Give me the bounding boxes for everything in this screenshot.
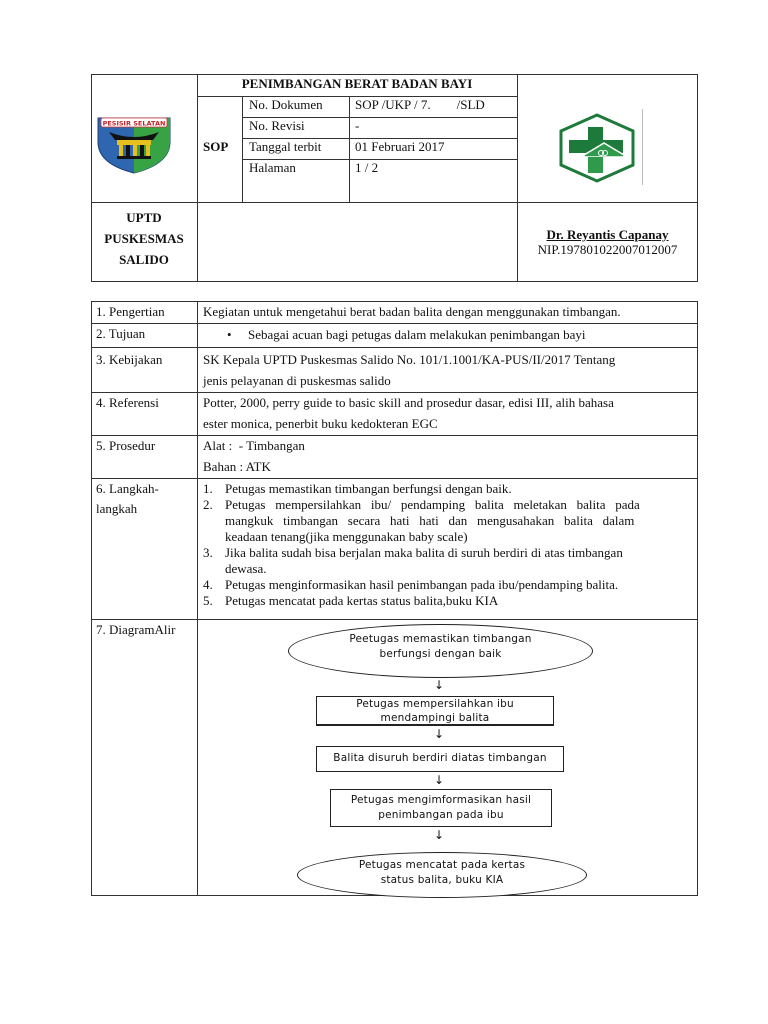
langkah-label-line2: langkah: [96, 501, 138, 516]
logo-separator: [642, 109, 643, 185]
pengertian-text: Kegiatan untuk mengetahui berat badan balita dengan menggunakan timbangan.: [203, 304, 621, 319]
divider: [197, 74, 198, 282]
institution-line3: SALIDO: [119, 252, 169, 267]
document-title: PENIMBANGAN BERAT BADAN BAYI: [241, 76, 473, 91]
divider: [91, 478, 698, 479]
no-revisi-value: -: [355, 118, 360, 133]
flow-node-1-line2: berfungsi dengan baik: [379, 648, 502, 660]
step-number: 1.: [203, 481, 213, 496]
tanggal-terbit-label: Tanggal terbit: [249, 139, 322, 154]
no-dokumen-label: No. Dokumen: [249, 97, 323, 112]
institution-line1: UPTD: [126, 210, 162, 225]
sop-label: SOP: [203, 139, 229, 154]
divider: [197, 301, 198, 896]
flow-node-4-text: [330, 793, 552, 823]
divider: [91, 323, 698, 324]
kebijakan-line2: jenis pelayanan di puskesmas salido: [203, 373, 391, 388]
kebijakan-label: 3. Kebijakan: [96, 352, 163, 367]
bullet-icon: •: [227, 327, 232, 342]
step-number: 2.: [203, 497, 213, 512]
no-revisi-label: No. Revisi: [249, 118, 305, 133]
divider: [91, 347, 698, 348]
referensi-line2: ester monica, penerbit buku kedokteran EGC: [203, 416, 438, 431]
langkah-label-line1: 6. Langkah-: [96, 481, 159, 496]
arrow-down-icon: ↓: [434, 773, 445, 787]
no-dokumen-value: SOP /UKP / 7. /SLD: [355, 97, 485, 112]
arrow-down-icon: ↓: [434, 828, 445, 842]
flow-node-3-text: Balita disuruh berdiri diatas timbangan: [333, 752, 547, 764]
divider: [91, 619, 698, 620]
arrow-down-icon: ↓: [434, 678, 445, 692]
step-number: 5.: [203, 593, 213, 608]
puskesmas-cross-hexagon-icon: [557, 113, 637, 183]
referensi-label: 4. Referensi: [96, 395, 159, 410]
step-3-line1: Jika balita sudah bisa berjalan maka balita di suruh berdiri di atas timbangan: [225, 545, 623, 560]
tujuan-text: Sebagai acuan bagi petugas dalam melakukan penimbangan bayi: [248, 327, 586, 342]
svg-text:PESISIR SELATAN: PESISIR SELATAN: [102, 119, 166, 128]
divider: [91, 435, 698, 436]
flow-node-4-line2: penimbangan pada ibu: [378, 809, 504, 821]
divider: [349, 96, 350, 202]
institution-line2: PUSKESMAS: [104, 231, 184, 246]
flow-node-2-line1: Petugas mempersilahkan ibu: [356, 698, 514, 710]
prosedur-alat: Alat : - Timbangan: [203, 438, 305, 453]
flow-node-1-text: [288, 632, 593, 662]
flow-node-4-line1: Petugas mengimformasikan hasil: [350, 794, 532, 806]
step-2-line1: Petugas mempersilahkan ibu/ pendamping balita meletakan balita pada: [225, 497, 640, 512]
prosedur-label: 5. Prosedur: [96, 438, 156, 453]
step-2-line2: mangkuk timbangan secara hati hati dan mengusahakan balita dalam: [225, 513, 635, 528]
step-3-line2: dewasa.: [225, 561, 267, 576]
flow-node-5-text: [297, 858, 587, 888]
step-5-line1: Petugas mencatat pada kertas status balita,buku KIA: [225, 593, 499, 608]
prosedur-bahan: Bahan : ATK: [203, 459, 271, 474]
step-1-line1: Petugas memastikan timbangan berfungsi dengan baik.: [225, 481, 512, 496]
flow-node-5-line1: Petugas mencatat pada kertas: [358, 859, 526, 871]
signatory-nip: NIP.197801022007012007: [537, 242, 678, 257]
tujuan-label: 2. Tujuan: [96, 326, 146, 341]
tanggal-terbit-value: 01 Februari 2017: [355, 139, 445, 154]
flow-node-5-line2: status balita, buku KIA: [380, 874, 504, 886]
referensi-line1: Potter, 2000, perry guide to basic skill and prosedur dasar, edisi III, alih bahasa: [203, 395, 614, 410]
step-4-line1: Petugas menginformasikan hasil penimbangan pada ibu/pendamping balita.: [225, 577, 619, 592]
pesisir-selatan-emblem-icon: [95, 112, 173, 174]
signatory-name: Dr. Reyantis Capanay: [546, 227, 669, 242]
flow-node-2-text: [316, 697, 554, 725]
step-number: 4.: [203, 577, 213, 592]
pengertian-label: 1. Pengertian: [96, 304, 165, 319]
step-2-line3: keadaan tenang(jika menggunakan baby scale): [225, 529, 468, 544]
halaman-label: Halaman: [249, 160, 296, 175]
arrow-down-icon: ↓: [434, 727, 445, 741]
diagram-label: 7. DiagramAlir: [96, 622, 176, 637]
divider: [91, 392, 698, 393]
step-number: 3.: [203, 545, 213, 560]
divider: [242, 96, 243, 202]
flow-node-2-line2: mendampingi balita: [380, 712, 490, 724]
halaman-value: 1 / 2: [355, 160, 379, 175]
kebijakan-line1: SK Kepala UPTD Puskesmas Salido No. 101/1.1001/KA-PUS/II/2017 Tentang: [203, 352, 616, 367]
divider: [91, 202, 698, 203]
flow-node-1-line1: Peetugas memastikan timbangan: [349, 633, 532, 645]
